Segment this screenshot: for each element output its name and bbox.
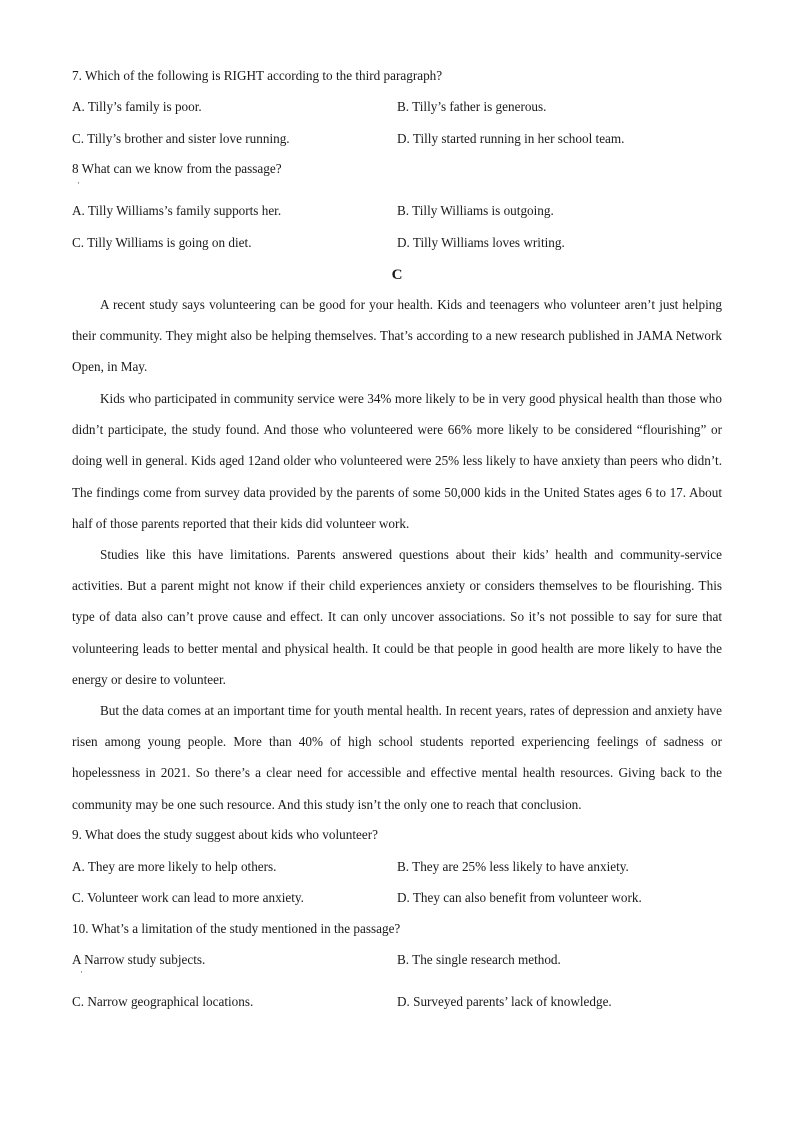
- question-9: 9. What does the study suggest about kids who volunteer?: [72, 827, 378, 842]
- dot-mark: ·: [77, 178, 80, 188]
- dot-mark: ·: [80, 967, 83, 977]
- question-8: 8 What can we know from the passage?: [72, 161, 282, 176]
- q9-option-c: C. Volunteer work can lead to more anxiety.: [72, 890, 304, 905]
- q10-option-c: C. Narrow geographical locations.: [72, 994, 254, 1009]
- q9-option-d: D. They can also benefit from volunteer work.: [397, 890, 642, 905]
- section-title: C: [391, 267, 403, 283]
- question-7: 7. Which of the following is RIGHT according to the third paragraph?: [72, 68, 443, 83]
- q10-option-a: A Narrow study subjects.: [72, 952, 206, 967]
- q9-option-b: B. They are 25% less likely to have anxiety.: [397, 859, 629, 874]
- q7-option-d: D. Tilly started running in her school team.: [397, 131, 625, 146]
- q7-option-b: B. Tilly’s father is generous.: [397, 99, 547, 114]
- q7-option-c: C. Tilly’s brother and sister love running.: [72, 131, 290, 146]
- q8-option-b: B. Tilly Williams is outgoing.: [397, 203, 554, 218]
- q8-option-d: D. Tilly Williams loves writing.: [397, 235, 565, 250]
- q10-option-d: D. Surveyed parents’ lack of knowledge.: [397, 994, 612, 1009]
- passage-paragraph-1: A recent study says volunteering can be good for your health. Kids and teenagers who volunteer aren’t just helping their community. They might also be helping themselves. That’s according to a new research published in JAMA Network Open, in May.: [72, 297, 722, 375]
- passage-paragraph-2: Kids who participated in community service were 34% more likely to be in very good physical health than those who didn’t participate, the study found. And those who volunteered were 66% more likely to be considered “flourishing” or doing well in general. Kids aged 12and older who volunteered were 25% less likely to have anxiety than peers who didn’t. The findings come from survey data provided by the parents of some 50,000 kids in the United States ages 6 to 17. About half of those parents reported that their kids did volunteer work.: [72, 391, 722, 531]
- question-10: 10. What’s a limitation of the study mentioned in the passage?: [72, 921, 401, 936]
- passage-paragraph-3: Studies like this have limitations. Parents answered questions about their kids’ health and community-service activities. But a parent might not know if their child experiences anxiety or considers themselves to be flourishing. This type of data also can’t prove cause and effect. It can only uncover associations. So it’s not possible to say for sure that volunteering leads to better mental and physical health. It could be that people in good health are more likely to have the energy or desire to volunteer.: [72, 547, 722, 687]
- q9-option-a: A. They are more likely to help others.: [72, 859, 277, 874]
- passage-paragraph-4: But the data comes at an important time for youth mental health. In recent years, rates of depression and anxiety have risen among young people. More than 40% of high school students reported experiencing feelings of sadness or hopelessness in 2021. So there’s a clear need for accessible and effective mental health resources. Giving back to the community may be one such resource. And this study isn’t the only one to reach that conclusion.: [72, 703, 722, 812]
- q8-option-c: C. Tilly Williams is going on diet.: [72, 235, 252, 250]
- q8-option-a: A. Tilly Williams’s family supports her.: [72, 203, 282, 218]
- q7-option-a: A. Tilly’s family is poor.: [72, 99, 202, 114]
- q10-option-b: B. The single research method.: [397, 952, 561, 967]
